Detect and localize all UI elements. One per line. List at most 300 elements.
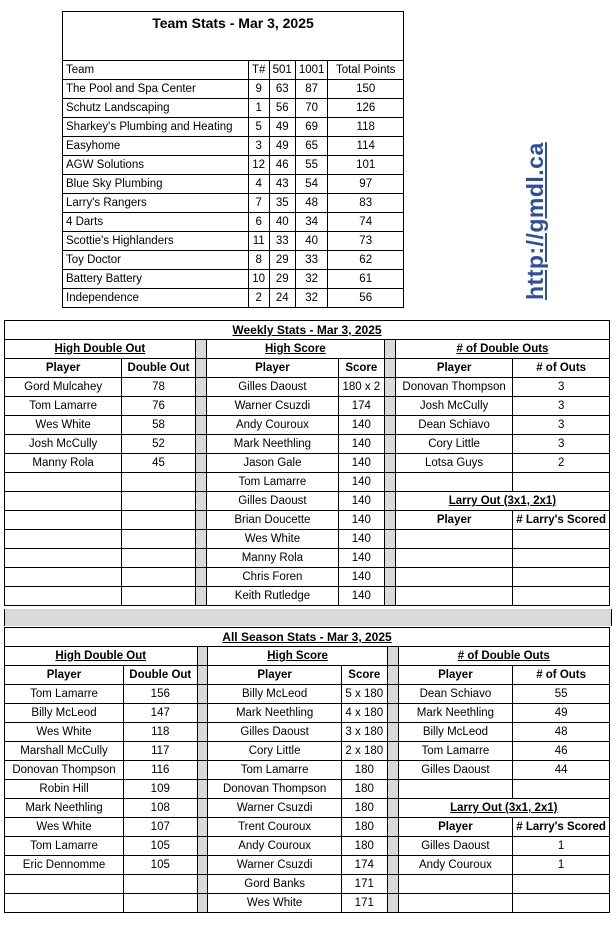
team-stat-cell: 10 [248,270,269,289]
team-col-header: T# [248,61,269,80]
value-cell: 55 [513,685,610,704]
data-row [5,742,610,761]
column-gap [195,416,206,435]
empty-cell [5,549,122,568]
player-cell: Donovan Thompson [208,780,341,799]
column-gap [384,454,395,473]
player-cell: Josh McCully [5,435,122,454]
team-stat-cell: 12 [248,156,269,175]
team-name-cell: Larry's Rangers [63,194,249,213]
data-row [5,799,610,818]
team-stat-cell: 69 [295,118,328,137]
team-stat-cell: 4 [248,175,269,194]
value-cell: 140 [338,511,384,530]
team-name-cell: Schutz Landscaping [63,99,249,118]
column-gap [387,704,398,723]
empty-cell [5,530,122,549]
colh-row [5,359,610,378]
column-gap [197,685,208,704]
data-row [5,435,610,454]
player-cell: Mark Neethling [5,799,124,818]
column-gap [197,742,208,761]
column-gap [197,837,208,856]
team-name-cell: Sharkey's Plumbing and Heating [63,118,249,137]
section-divider [4,609,612,626]
col-header: # of Outs [513,359,610,378]
column-gap [195,397,206,416]
col-header: Player [5,666,124,685]
value-cell: 140 [338,416,384,435]
player-cell: Robin Hill [5,780,124,799]
player-cell: Wes White [5,416,122,435]
empty-cell [395,530,512,549]
column-gap [195,492,206,511]
team-stat-cell: 35 [269,194,295,213]
col-header: Player [208,666,341,685]
value-cell: 171 [341,894,387,913]
column-gap [197,761,208,780]
team-name-cell: Scottie's Highlanders [63,232,249,251]
player-cell: Warner Csuzdi [208,799,341,818]
player-cell: Brian Doucette [206,511,338,530]
column-gap [195,378,206,397]
team-stat-cell: 32 [295,289,328,308]
empty-cell [398,780,513,799]
column-gap [197,818,208,837]
data-row [5,568,610,587]
column-gap [387,818,398,837]
larry-out-title: Larry Out (3x1, 2x1) [398,799,609,818]
column-gap [387,685,398,704]
value-cell: 2 x 180 [341,742,387,761]
value-cell: 107 [124,818,197,837]
column-gap [197,856,208,875]
player-cell: Gord Banks [208,875,341,894]
value-cell: 117 [124,742,197,761]
column-gap [195,359,206,378]
column-gap [387,723,398,742]
site-url-link[interactable]: http://gmdl.ca [522,142,548,300]
team-col-header: 501 [269,61,295,80]
empty-cell [513,780,610,799]
team-row [63,137,404,156]
value-cell: 46 [513,742,610,761]
value-cell: 52 [122,435,196,454]
team-stat-cell: 83 [328,194,404,213]
column-gap [195,435,206,454]
empty-cell [513,549,610,568]
player-cell: Billy McLeod [208,685,341,704]
team-row [63,80,404,99]
team-stat-cell: 114 [328,137,404,156]
team-stat-cell: 29 [269,270,295,289]
team-row [63,251,404,270]
value-cell: 140 [338,492,384,511]
data-row [5,837,610,856]
value-cell: 174 [338,397,384,416]
col-header: # Larry's Scored [513,511,610,530]
team-stat-cell: 65 [295,137,328,156]
team-stat-cell: 46 [269,156,295,175]
empty-cell [122,473,196,492]
column-gap [384,549,395,568]
player-cell: Lotsa Guys [395,454,512,473]
team-row [63,232,404,251]
section-title-high-double-out: High Double Out [5,647,198,666]
value-cell: 180 x 2 [338,378,384,397]
empty-cell [398,875,513,894]
value-cell: 140 [338,587,384,606]
col-header: Score [341,666,387,685]
column-gap [384,530,395,549]
column-gap [195,568,206,587]
team-stat-cell: 49 [269,137,295,156]
column-gap [387,837,398,856]
col-header: # Larry's Scored [513,818,610,837]
empty-cell [122,587,196,606]
team-stat-cell: 24 [269,289,295,308]
column-gap [195,549,206,568]
column-gap [384,416,395,435]
value-cell: 45 [122,454,196,473]
column-gap [384,492,395,511]
empty-cell [122,511,196,530]
player-cell: Donovan Thompson [395,378,512,397]
value-cell: 140 [338,568,384,587]
team-stat-cell: 61 [328,270,404,289]
player-cell: Donovan Thompson [5,761,124,780]
value-cell: 78 [122,378,196,397]
player-cell: Dean Schiavo [398,685,513,704]
data-row [5,685,610,704]
player-cell: Gilles Daoust [206,378,338,397]
team-stat-cell: 43 [269,175,295,194]
empty-cell [395,568,512,587]
team-name-cell: Easyhome [63,137,249,156]
empty-cell [513,568,610,587]
data-row [5,723,610,742]
team-stat-cell: 3 [248,137,269,156]
team-stat-cell: 63 [269,80,295,99]
player-cell: Jason Gale [206,454,338,473]
team-name-cell: Independence [63,289,249,308]
value-cell: 156 [124,685,197,704]
value-cell: 44 [513,761,610,780]
team-stat-cell: 56 [328,289,404,308]
team-stat-cell: 150 [328,80,404,99]
column-gap [384,511,395,530]
data-row [5,492,610,511]
player-cell: Mark Neethling [206,435,338,454]
team-stat-cell: 6 [248,213,269,232]
player-cell: Wes White [208,894,341,913]
player-cell: Warner Csuzdi [206,397,338,416]
column-gap [197,875,208,894]
empty-cell [122,492,196,511]
team-row [63,270,404,289]
col-header: Player [5,359,122,378]
empty-cell [395,587,512,606]
value-cell: 180 [341,780,387,799]
player-cell: Tom Lamarre [398,742,513,761]
empty-cell [513,473,610,492]
data-row [5,894,610,913]
data-row [5,378,610,397]
empty-cell [5,492,122,511]
value-cell: 105 [124,856,197,875]
player-cell: Warner Csuzdi [208,856,341,875]
team-header-row [63,61,404,80]
team-name-cell: Battery Battery [63,270,249,289]
column-gap [195,530,206,549]
colh-row [5,666,610,685]
data-row [5,549,610,568]
col-header: Player [206,359,338,378]
team-name-cell: The Pool and Spa Center [63,80,249,99]
column-gap [384,568,395,587]
data-row [5,511,610,530]
team-stat-cell: 48 [295,194,328,213]
column-gap [384,378,395,397]
data-row [5,454,610,473]
column-gap [384,359,395,378]
player-cell: Billy McLeod [5,704,124,723]
column-gap [387,780,398,799]
empty-cell [5,511,122,530]
empty-cell [122,568,196,587]
block-title-row [5,321,610,340]
player-cell: Andy Couroux [398,856,513,875]
block-title-row [5,628,610,647]
team-stat-cell: 2 [248,289,269,308]
value-cell: 180 [341,799,387,818]
empty-cell [5,568,122,587]
player-cell: Cory Little [395,435,512,454]
column-gap [387,666,398,685]
player-cell: Cory Little [208,742,341,761]
value-cell: 140 [338,473,384,492]
player-cell: Mark Neethling [398,704,513,723]
team-stat-cell: 9 [248,80,269,99]
team-stat-cell: 70 [295,99,328,118]
team-col-header: Team [63,61,249,80]
team-row [63,156,404,175]
column-gap [195,587,206,606]
value-cell: 180 [341,818,387,837]
value-cell: 105 [124,837,197,856]
player-cell: Billy McLeod [398,723,513,742]
player-cell: Tom Lamarre [5,397,122,416]
team-stat-cell: 87 [295,80,328,99]
value-cell: 108 [124,799,197,818]
team-name-cell: 4 Darts [63,213,249,232]
sec-row [5,340,610,359]
player-cell: Tom Lamarre [5,685,124,704]
team-stat-cell: 34 [295,213,328,232]
team-stat-cell: 11 [248,232,269,251]
data-row [5,818,610,837]
data-row [5,416,610,435]
column-gap [197,666,208,685]
value-cell: 3 [513,416,610,435]
player-cell: Manny Rola [5,454,122,473]
team-row [63,118,404,137]
value-cell: 3 [513,397,610,416]
team-stat-cell: 101 [328,156,404,175]
team-col-header: Total Points [328,61,404,80]
empty-cell [5,875,124,894]
team-stat-cell: 54 [295,175,328,194]
column-gap [384,397,395,416]
value-cell: 1 [513,837,610,856]
team-stat-cell: 33 [295,251,328,270]
empty-cell [513,894,610,913]
value-cell: 140 [338,549,384,568]
player-cell: Eric Dennomme [5,856,124,875]
value-cell: 147 [124,704,197,723]
player-cell: Andy Couroux [208,837,341,856]
team-stat-cell: 49 [269,118,295,137]
section-title-double-outs: # of Double Outs [395,340,609,359]
player-cell: Andy Couroux [206,416,338,435]
team-stats-body [63,12,404,308]
column-gap [195,454,206,473]
empty-cell [395,549,512,568]
value-cell: 3 x 180 [341,723,387,742]
player-cell: Mark Neethling [208,704,341,723]
data-row [5,530,610,549]
team-stat-cell: 1 [248,99,269,118]
team-row [63,289,404,308]
team-stat-cell: 126 [328,99,404,118]
team-stat-cell: 56 [269,99,295,118]
column-gap [387,856,398,875]
value-cell: 140 [338,435,384,454]
data-row [5,397,610,416]
empty-cell [395,473,512,492]
value-cell: 3 [513,435,610,454]
team-row [63,194,404,213]
value-cell: 140 [338,530,384,549]
team-name-cell: Toy Doctor [63,251,249,270]
team-stat-cell: 32 [295,270,328,289]
player-cell: Gord Mulcahey [5,378,122,397]
col-header: Double Out [122,359,196,378]
player-cell: Keith Rutledge [206,587,338,606]
column-gap [387,647,398,666]
section-title-high-double-out: High Double Out [5,340,196,359]
value-cell: 4 x 180 [341,704,387,723]
value-cell: 180 [341,837,387,856]
empty-cell [513,530,610,549]
player-cell: Wes White [206,530,338,549]
col-header: Player [398,666,513,685]
column-gap [195,473,206,492]
col-header: Double Out [124,666,197,685]
col-header: Player [398,818,513,837]
team-name-cell: Blue Sky Plumbing [63,175,249,194]
column-gap [387,799,398,818]
player-cell: Tom Lamarre [208,761,341,780]
team-stat-cell: 55 [295,156,328,175]
player-cell: Gilles Daoust [398,761,513,780]
section-title-double-outs: # of Double Outs [398,647,609,666]
value-cell: 76 [122,397,196,416]
col-header: # of Outs [513,666,610,685]
team-stat-cell: 7 [248,194,269,213]
col-header: Score [338,359,384,378]
column-gap [387,742,398,761]
team-stat-cell: 40 [295,232,328,251]
column-gap [197,799,208,818]
column-gap [197,894,208,913]
team-stat-cell: 40 [269,213,295,232]
player-cell: Wes White [5,818,124,837]
team-stat-cell: 97 [328,175,404,194]
section-title-high-score: High Score [208,647,387,666]
empty-cell [122,530,196,549]
team-row [63,213,404,232]
team-stat-cell: 5 [248,118,269,137]
value-cell: 180 [341,761,387,780]
team-row [63,175,404,194]
team-stat-cell: 33 [269,232,295,251]
team-name-cell: AGW Solutions [63,156,249,175]
column-gap [384,473,395,492]
section-title-high-score: High Score [206,340,384,359]
col-header: Player [395,511,512,530]
player-cell: Marshall McCully [5,742,124,761]
value-cell: 58 [122,416,196,435]
value-cell: 5 x 180 [341,685,387,704]
value-cell: 174 [341,856,387,875]
team-stat-cell: 62 [328,251,404,270]
value-cell: 171 [341,875,387,894]
team-stat-cell: 73 [328,232,404,251]
empty-cell [513,875,610,894]
value-cell: 109 [124,780,197,799]
team-stat-cell: 74 [328,213,404,232]
player-cell: Manny Rola [206,549,338,568]
block-title: Weekly Stats - Mar 3, 2025 [5,321,610,340]
player-cell: Gilles Daoust [206,492,338,511]
data-row [5,780,610,799]
column-gap [384,340,395,359]
weekly-stats-table [4,320,610,606]
team-stat-cell: 29 [269,251,295,270]
larry-out-title: Larry Out (3x1, 2x1) [395,492,609,511]
team-stat-cell: 118 [328,118,404,137]
empty-cell [5,473,122,492]
column-gap [195,511,206,530]
block-title: All Season Stats - Mar 3, 2025 [5,628,610,647]
data-row [5,704,610,723]
player-cell: Dean Schiavo [395,416,512,435]
player-cell: Josh McCully [395,397,512,416]
value-cell: 118 [124,723,197,742]
column-gap [384,587,395,606]
column-gap [197,723,208,742]
value-cell: 48 [513,723,610,742]
column-gap [384,435,395,454]
value-cell: 49 [513,704,610,723]
team-stats-title: Team Stats - Mar 3, 2025 [152,15,314,31]
value-cell: 2 [513,454,610,473]
data-row [5,875,610,894]
col-header: Player [395,359,512,378]
value-cell: 1 [513,856,610,875]
player-cell: Gilles Daoust [398,837,513,856]
